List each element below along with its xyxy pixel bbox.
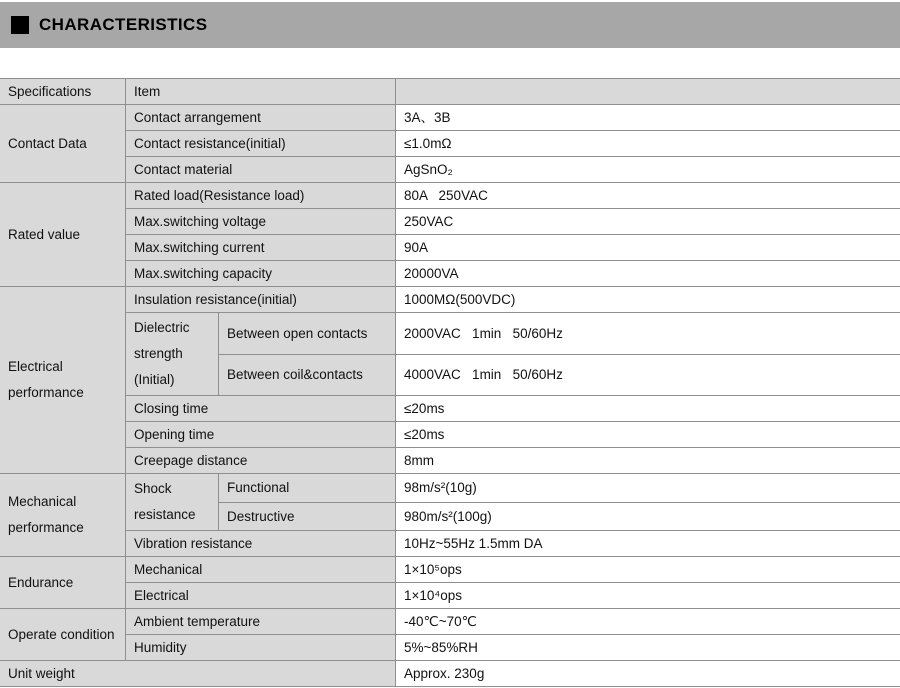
item-cell: Insulation resistance(initial) <box>126 287 396 313</box>
item-cell: Max.switching capacity <box>126 261 396 287</box>
value-cell: AgSnO₂ <box>396 157 900 183</box>
table-row <box>0 105 900 131</box>
item-cell: Rated load(Resistance load) <box>126 183 396 209</box>
value-cell: 80A 250VAC <box>396 183 900 209</box>
header-value <box>396 79 900 105</box>
table-row <box>0 635 900 661</box>
subitem-cell: Between open contacts <box>219 313 396 355</box>
value-cell: 10Hz~55Hz 1.5mm DA <box>396 531 900 557</box>
table-row <box>0 557 900 583</box>
subitem-cell: Between coil&contacts <box>219 354 396 396</box>
section-header <box>0 2 900 48</box>
item-cell-dielectric-strength: Dielectric strength (Initial) <box>126 313 219 396</box>
table-row <box>0 448 900 474</box>
value-cell: 1000MΩ(500VDC) <box>396 287 900 313</box>
table-row <box>0 157 900 183</box>
spec-group-operate-condition: Operate condition <box>0 609 126 661</box>
table-row <box>0 661 900 687</box>
value-cell: 20000VA <box>396 261 900 287</box>
value-cell: 5%~85%RH <box>396 635 900 661</box>
header-specifications: Specifications <box>0 79 126 105</box>
table-row <box>0 609 900 635</box>
table-row <box>0 531 900 557</box>
item-cell: Creepage distance <box>126 448 396 474</box>
value-cell: ≤20ms <box>396 396 900 422</box>
value-cell: ≤20ms <box>396 422 900 448</box>
section-marker-icon <box>11 16 29 34</box>
spec-group-endurance: Endurance <box>0 557 126 609</box>
subitem-cell: Functional <box>219 474 396 503</box>
table-row <box>0 287 900 313</box>
value-cell: -40℃~70℃ <box>396 609 900 635</box>
item-cell: Mechanical <box>126 557 396 583</box>
spec-group-contact-data: Contact Data <box>0 105 126 183</box>
item-cell: Contact arrangement <box>126 105 396 131</box>
value-cell: 90A <box>396 235 900 261</box>
characteristics-table <box>0 78 900 687</box>
item-cell: Max.switching current <box>126 235 396 261</box>
spec-group-unit-weight: Unit weight <box>0 661 396 687</box>
spec-group-electrical-performance: Electrical performance <box>0 287 126 474</box>
item-cell: Opening time <box>126 422 396 448</box>
table-header-row <box>0 79 900 105</box>
table-row <box>0 261 900 287</box>
value-cell: 2000VAC 1min 50/60Hz <box>396 313 900 355</box>
value-cell: 8mm <box>396 448 900 474</box>
value-cell: 4000VAC 1min 50/60Hz <box>396 354 900 396</box>
table-row <box>0 474 900 503</box>
item-cell: Contact material <box>126 157 396 183</box>
value-cell: Approx. 230g <box>396 661 900 687</box>
value-cell: ≤1.0mΩ <box>396 131 900 157</box>
value-cell: 3A、3B <box>396 105 900 131</box>
item-cell: Vibration resistance <box>126 531 396 557</box>
table-row <box>0 422 900 448</box>
item-cell-shock-resistance: Shock resistance <box>126 474 219 531</box>
subitem-cell: Destructive <box>219 502 396 531</box>
value-cell: 98m/s²(10g) <box>396 474 900 503</box>
table-row <box>0 235 900 261</box>
item-cell: Ambient temperature <box>126 609 396 635</box>
value-cell: 1×10⁵ops <box>396 557 900 583</box>
table-row <box>0 209 900 235</box>
table-row <box>0 131 900 157</box>
table-row <box>0 313 900 355</box>
item-cell: Humidity <box>126 635 396 661</box>
item-cell: Max.switching voltage <box>126 209 396 235</box>
item-cell: Contact resistance(initial) <box>126 131 396 157</box>
item-cell: Electrical <box>126 583 396 609</box>
table-row <box>0 183 900 209</box>
value-cell: 980m/s²(100g) <box>396 502 900 531</box>
value-cell: 250VAC <box>396 209 900 235</box>
section-title: CHARACTERISTICS <box>39 15 208 34</box>
characteristics-table-wrap <box>0 78 900 687</box>
spec-group-rated-value: Rated value <box>0 183 126 287</box>
table-row <box>0 583 900 609</box>
item-cell: Closing time <box>126 396 396 422</box>
header-item: Item <box>126 79 396 105</box>
spec-group-mechanical-performance: Mechanical performance <box>0 474 126 557</box>
table-row <box>0 396 900 422</box>
value-cell: 1×10⁴ops <box>396 583 900 609</box>
